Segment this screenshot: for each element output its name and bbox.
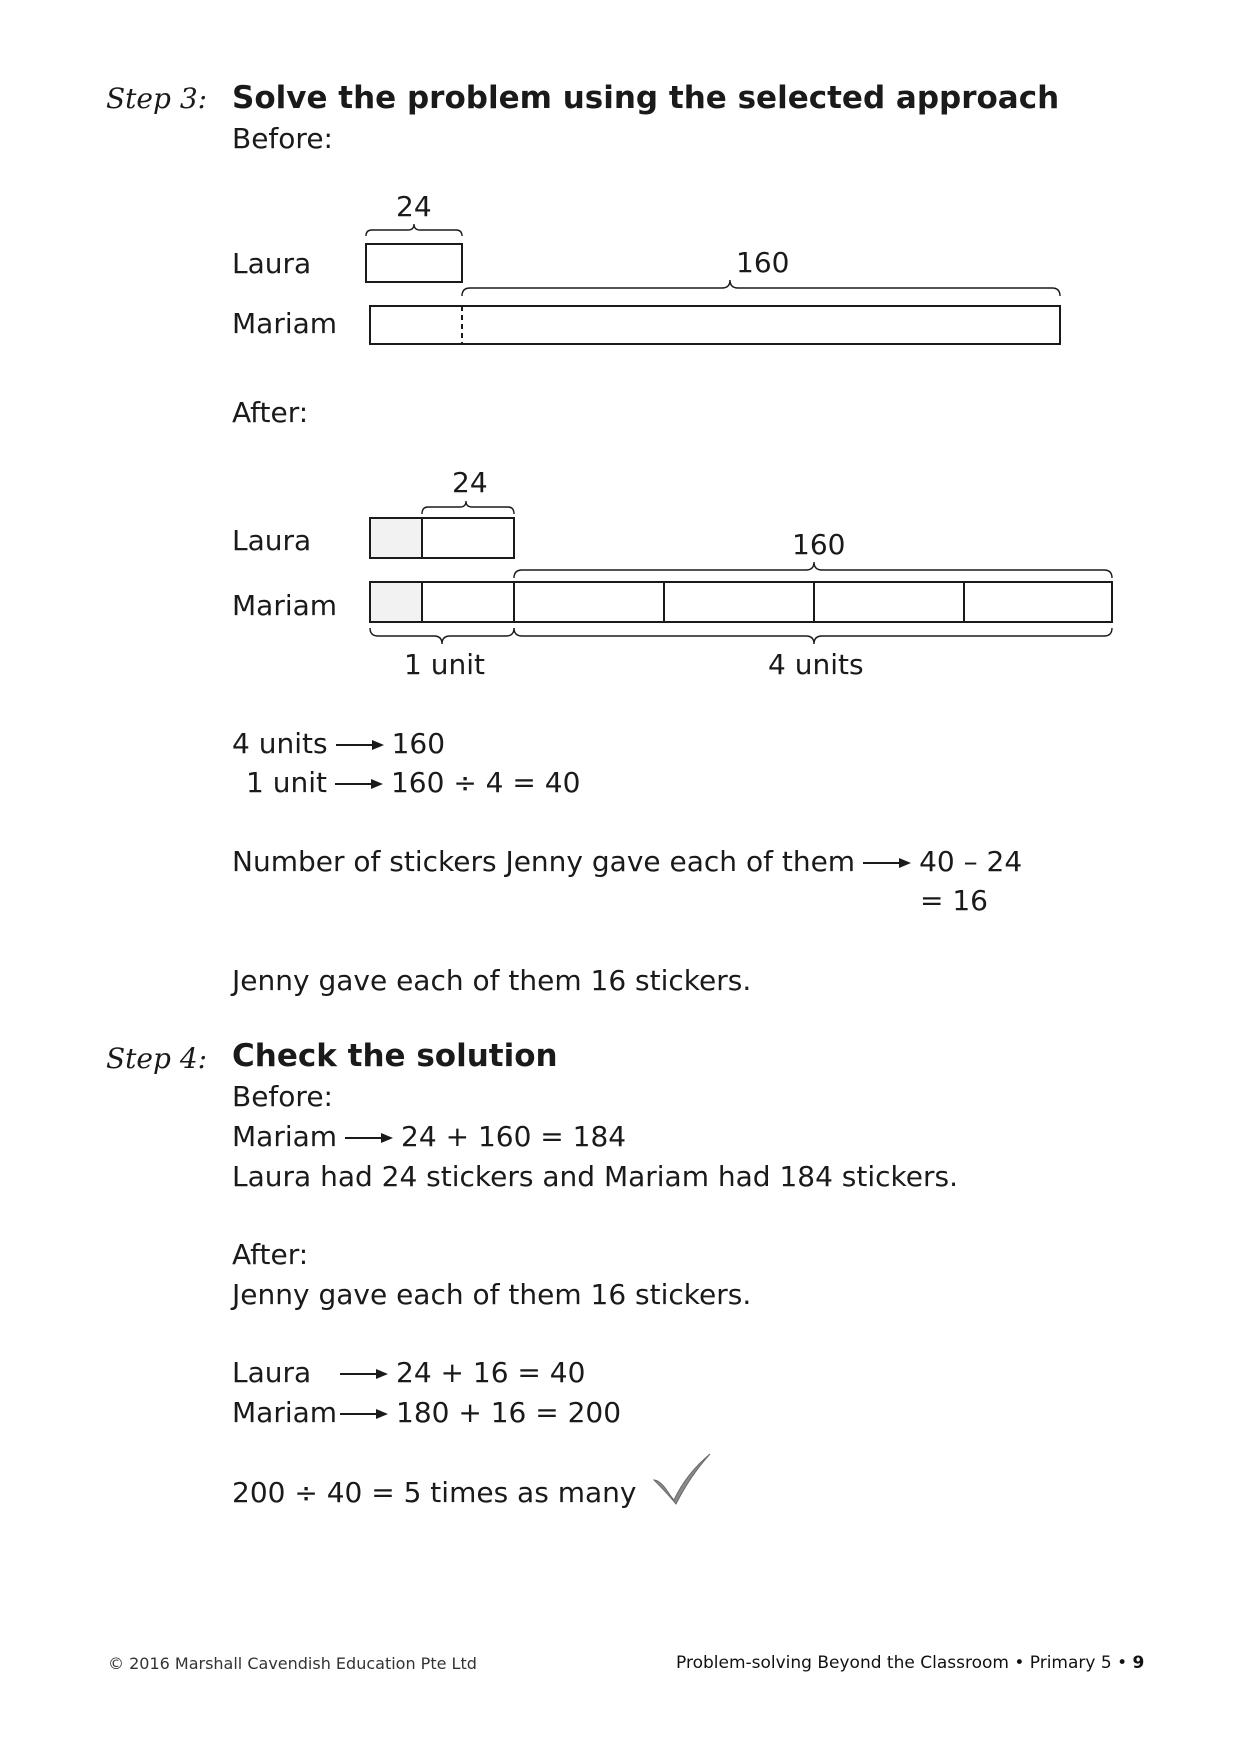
footer-book-title	[676, 1653, 1144, 1673]
step3-before-label: Before:	[232, 122, 333, 155]
step4-mariam-label-2: Mariam	[232, 1396, 338, 1429]
after-four-units-label: 4 units	[768, 648, 864, 681]
step4-mariam-label: Mariam	[232, 1120, 338, 1153]
before-laura-label: Laura	[232, 247, 312, 280]
step4-laura-line	[232, 1356, 585, 1389]
step4-after-sentence: Jenny gave each of them 16 stickers.	[232, 1278, 752, 1311]
footer-book: Problem-solving Beyond the Classroom • Primary 5 •	[676, 1653, 1128, 1673]
arrow-icon	[340, 1407, 388, 1421]
step4-mariam-line	[232, 1120, 626, 1153]
step4-laura-calc: 24 + 16 = 40	[396, 1356, 586, 1389]
before-diff-value: 160	[736, 246, 790, 279]
stickers-text: Number of stickers Jenny gave each of them	[232, 845, 856, 878]
step4-before-sentence: Laura had 24 stickers and Mariam had 184 stickers.	[232, 1160, 958, 1193]
after-laura-shaded	[371, 519, 422, 557]
step4-before-label: Before:	[232, 1080, 333, 1113]
before-mariam-label: Mariam	[232, 307, 338, 340]
calc-line-2-right: 160 ÷ 4 = 40	[390, 766, 581, 799]
arrow-icon	[345, 1131, 393, 1145]
footer-copyright: © 2016 Marshall Cavendish Education Pte Ltd	[108, 1654, 477, 1673]
after-diff-brace	[514, 562, 1112, 578]
calc-line-1-right: 160	[391, 727, 446, 760]
calc-line-2	[246, 766, 580, 799]
after-top-brace	[422, 501, 514, 514]
after-mariam-shaded	[371, 583, 422, 621]
calc-line-1-left: 4 units	[232, 727, 328, 760]
step4-laura-label: Laura	[232, 1356, 312, 1389]
after-top-value: 24	[452, 466, 488, 499]
arrow-icon	[336, 738, 384, 752]
step4-mariam-calc-line	[232, 1396, 621, 1429]
before-top-value: 24	[396, 190, 432, 223]
step3-after-label: After:	[232, 396, 309, 429]
calc-line-2-left: 1 unit	[246, 766, 327, 799]
stickers-expr: 40 – 24	[919, 845, 1023, 878]
after-laura-label: Laura	[232, 524, 312, 557]
calc-line-1	[232, 727, 445, 760]
after-one-unit-label: 1 unit	[404, 648, 485, 681]
checkmark-icon	[650, 1450, 714, 1506]
step4-final: 200 ÷ 40 = 5 times as many	[232, 1476, 637, 1509]
step3-answer: Jenny gave each of them 16 stickers.	[232, 964, 752, 997]
step4-mariam-expr: 24 + 160 = 184	[401, 1120, 627, 1153]
stickers-result: = 16	[920, 884, 988, 917]
one-unit-brace	[370, 628, 514, 644]
step3-title: Solve the problem using the selected approach	[232, 80, 1060, 116]
after-mariam-bar	[370, 582, 1112, 622]
stickers-line	[232, 845, 1022, 878]
step4-title: Check the solution	[232, 1038, 558, 1074]
arrow-icon	[335, 777, 383, 791]
step4-label: Step 4:	[106, 1042, 208, 1075]
after-diff-value: 160	[792, 528, 846, 561]
arrow-icon	[863, 856, 911, 870]
arrow-icon	[340, 1367, 388, 1381]
step4-mariam-calc: 180 + 16 = 200	[396, 1396, 622, 1429]
footer-page-number: 9	[1132, 1653, 1145, 1673]
step4-after-label: After:	[232, 1238, 309, 1271]
step3-label: Step 3:	[106, 82, 208, 115]
after-mariam-label: Mariam	[232, 589, 338, 622]
four-units-brace	[514, 628, 1112, 644]
